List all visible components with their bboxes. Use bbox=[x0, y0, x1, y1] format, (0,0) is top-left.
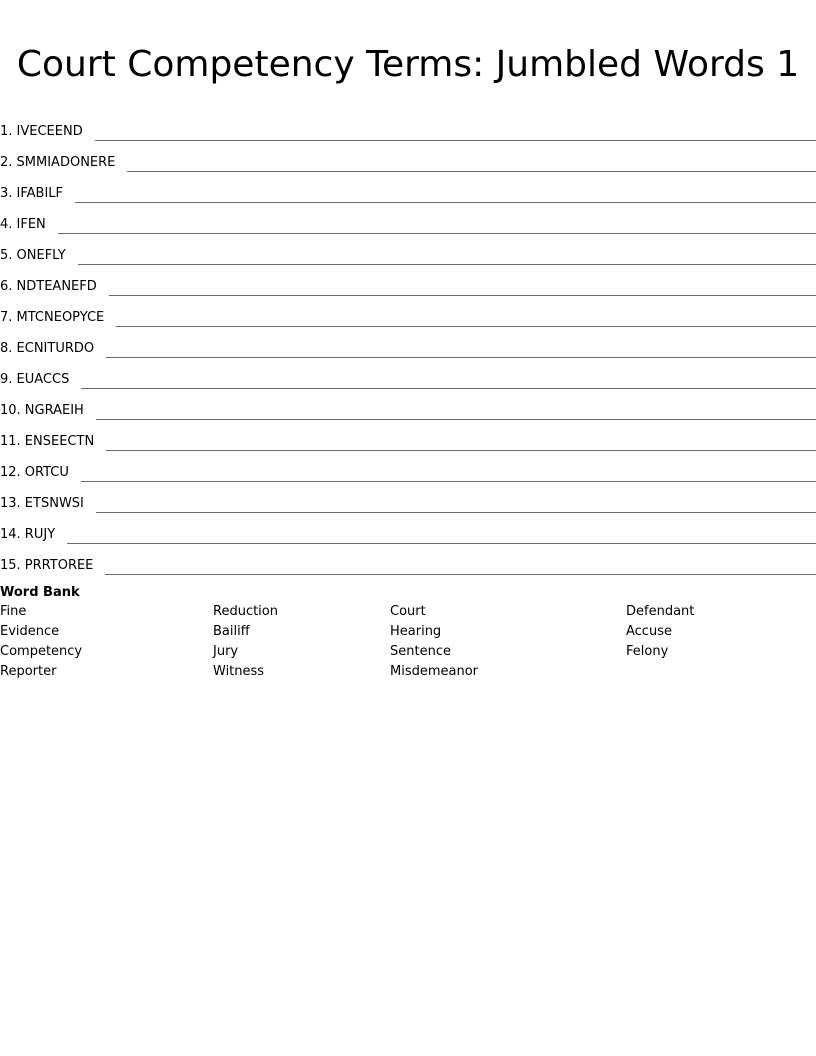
puzzle-row bbox=[0, 173, 816, 204]
word-bank-entry: Reduction bbox=[213, 604, 278, 619]
word-bank-entry: Sentence bbox=[390, 644, 451, 659]
answer-line bbox=[127, 171, 816, 172]
puzzle-row bbox=[0, 359, 816, 390]
puzzle-row bbox=[0, 545, 816, 576]
answer-line bbox=[106, 450, 816, 451]
answer-line bbox=[81, 388, 816, 389]
word-bank-entry: Misdemeanor bbox=[390, 664, 479, 679]
word-bank-entry: Bailiff bbox=[213, 624, 250, 639]
jumbled-word: 3. IFABILF bbox=[0, 186, 64, 201]
answer-line bbox=[58, 233, 816, 234]
answer-line bbox=[75, 202, 816, 203]
answer-line bbox=[96, 512, 816, 513]
puzzle-row bbox=[0, 111, 816, 142]
page-title: Court Competency Terms: Jumbled Words 1 bbox=[16, 44, 800, 85]
jumbled-word: 8. ECNITURDO bbox=[0, 341, 95, 356]
word-bank-entry bbox=[626, 662, 816, 682]
answer-line bbox=[81, 481, 816, 482]
jumbled-word: 1. IVECEEND bbox=[0, 124, 83, 139]
jumbled-word: 13. ETSNWSI bbox=[0, 496, 84, 511]
jumbled-word: 7. MTCNEOPYCE bbox=[0, 310, 105, 325]
puzzle-row bbox=[0, 297, 816, 328]
puzzle-row bbox=[0, 390, 816, 421]
answer-line bbox=[78, 264, 816, 265]
answer-line bbox=[105, 574, 816, 575]
puzzle-row bbox=[0, 514, 816, 545]
puzzle-row bbox=[0, 328, 816, 359]
jumbled-word: 14. RUJY bbox=[0, 527, 56, 542]
puzzle-row bbox=[0, 266, 816, 297]
answer-line bbox=[116, 326, 816, 327]
puzzle-row bbox=[0, 204, 816, 235]
word-bank-entry: Accuse bbox=[626, 624, 672, 639]
word-bank-entry: Reporter bbox=[0, 664, 57, 679]
answer-line bbox=[106, 357, 816, 358]
word-bank-grid bbox=[0, 602, 816, 682]
jumbled-word: 15. PRRTOREE bbox=[0, 558, 94, 573]
word-bank-entry: Hearing bbox=[390, 624, 442, 639]
jumbled-word: 4. IFEN bbox=[0, 217, 46, 232]
word-bank-entry: Felony bbox=[626, 644, 669, 659]
word-bank-entry: Competency bbox=[0, 644, 83, 659]
jumbled-word: 9. EUACCS bbox=[0, 372, 70, 387]
jumbled-word: 6. NDTEANEFD bbox=[0, 279, 97, 294]
word-bank-entry: Witness bbox=[213, 664, 265, 679]
jumbled-word: 12. ORTCU bbox=[0, 465, 69, 480]
word-bank-entry: Defendant bbox=[626, 604, 695, 619]
word-bank bbox=[0, 584, 816, 682]
answer-line bbox=[67, 543, 816, 544]
word-bank-entry: Jury bbox=[213, 644, 239, 659]
puzzle-row bbox=[0, 483, 816, 514]
puzzle-list bbox=[0, 111, 816, 576]
jumbled-word: 11. ENSEECTN bbox=[0, 434, 95, 449]
word-bank-entry: Court bbox=[390, 604, 426, 619]
jumbled-word: 2. SMMIADONERE bbox=[0, 155, 116, 170]
puzzle-row bbox=[0, 235, 816, 266]
word-bank-entry: Fine bbox=[0, 604, 27, 619]
jumbled-word: 5. ONEFLY bbox=[0, 248, 66, 263]
jumbled-word: 10. NGRAEIH bbox=[0, 403, 84, 418]
puzzle-row bbox=[0, 452, 816, 483]
puzzle-row bbox=[0, 142, 816, 173]
word-bank-title: Word Bank bbox=[0, 585, 80, 600]
word-bank-entry: Evidence bbox=[0, 624, 60, 639]
answer-line bbox=[109, 295, 816, 296]
answer-line bbox=[95, 140, 816, 141]
answer-line bbox=[96, 419, 816, 420]
puzzle-row bbox=[0, 421, 816, 452]
